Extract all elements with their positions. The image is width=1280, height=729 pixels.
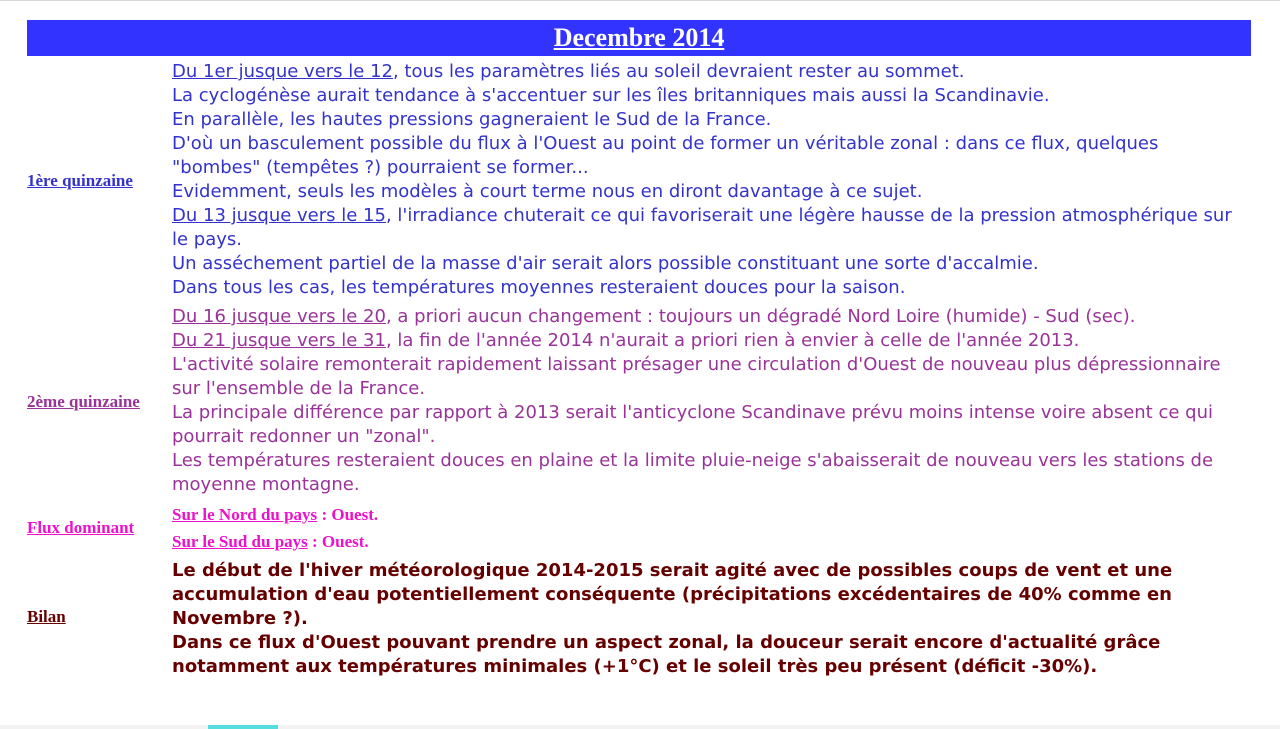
south-link[interactable]: Sur le Sud du pays xyxy=(172,532,308,551)
paragraph: Un asséchement partiel de la masse d'air serait alors possible constituant une sorte d'accalmie. xyxy=(172,253,1039,274)
paragraph: La principale différence par rapport à 2013 serait l'anticyclone Scandinave prévu moins intense voire absent ce qui pourrait redonner un "zonal". xyxy=(172,402,1213,447)
north-link[interactable]: Sur le Nord du pays xyxy=(172,505,318,524)
flux-text xyxy=(172,501,1251,555)
row-flux xyxy=(27,501,1251,555)
paragraph: D'où un basculement possible du flux à l'Ouest au point de former un véritable zonal : dans ce flux, quelques "bombes" (tempêtes ?) pourraient se former... xyxy=(172,133,1159,178)
period-link[interactable]: Du 21 jusque vers le 31 xyxy=(172,330,386,351)
first-half-text xyxy=(172,59,1251,302)
top-rule xyxy=(0,0,1280,1)
first-half-label: 1ère quinzaine xyxy=(27,170,133,190)
paragraph xyxy=(172,60,1251,84)
paragraph-text: , a priori aucun changement : toujours un dégradé Nord Loire (humide) - Sud (sec). xyxy=(385,306,1136,327)
paragraph: L'activité solaire remonterait rapidement laissant présager une circulation d'Ouest de nouveau plus dépressionnaire sur l'ensemble de la France. xyxy=(172,354,1221,399)
bilan-text xyxy=(172,555,1251,679)
cut-off-image xyxy=(208,725,278,729)
bilan-label: Bilan xyxy=(27,607,66,626)
row-first-half xyxy=(27,59,1251,302)
second-half-text xyxy=(172,302,1251,501)
paragraph: Dans tous les cas, les températures moyennes resteraient douces pour la saison. xyxy=(172,277,906,298)
period-link[interactable]: Du 13 jusque vers le 15 xyxy=(172,205,386,226)
forecast-table xyxy=(27,59,1251,679)
paragraph: Les températures resteraient douces en plaine et la limite pluie-neige s'abaisserait de nouveau vers les stations de moyenne montagne. xyxy=(172,450,1214,495)
paragraph: Le début de l'hiver météorologique 2014-2015 serait agité avec de possibles coups de vent et une accumulation d'eau potentiellement conséquente (précipitations excédentaires de 40% comme en Novembre ?). xyxy=(172,560,1173,629)
second-half-label: 2ème quinzaine xyxy=(27,391,140,411)
flux-north xyxy=(172,501,1251,528)
paragraph xyxy=(172,204,1251,252)
paragraph: En parallèle, les hautes pressions gagneraient le Sud de la France. xyxy=(172,109,772,130)
bottom-strip xyxy=(0,725,1280,729)
title-bar xyxy=(27,20,1251,56)
paragraph: La cyclogénèse aurait tendance à s'accentuer sur les îles britanniques mais aussi la Scandinavie. xyxy=(172,85,1050,106)
row-bilan xyxy=(27,555,1251,679)
north-value: : Ouest. xyxy=(317,505,379,524)
row-second-half xyxy=(27,302,1251,501)
paragraph xyxy=(172,329,1251,353)
forecast-page xyxy=(27,20,1251,679)
flux-south xyxy=(172,528,1251,555)
paragraph: Dans ce flux d'Ouest pouvant prendre un aspect zonal, la douceur serait encore d'actualité grâce notamment aux températures minimales (+1°C) et le soleil très peu présent (déficit -30%). xyxy=(172,632,1161,677)
paragraph-text: , l'irradiance chuterait ce qui favoriserait une légère hausse de la pression atmosphérique sur le pays. xyxy=(172,205,1232,250)
paragraph-text: , la fin de l'année 2014 n'aurait a priori rien à envier à celle de l'année 2013. xyxy=(385,330,1080,351)
page-title: Decembre 2014 xyxy=(553,23,725,52)
south-value: : Ouest. xyxy=(307,532,369,551)
paragraph xyxy=(172,305,1251,329)
period-link[interactable]: Du 1er jusque vers le 12 xyxy=(172,61,393,82)
paragraph: Evidemment, seuls les modèles à court terme nous en diront davantage à ce sujet. xyxy=(172,181,923,202)
flux-label: Flux dominant xyxy=(27,518,135,537)
period-link[interactable]: Du 16 jusque vers le 20 xyxy=(172,306,386,327)
paragraph-text: , tous les paramètres liés au soleil devraient rester au sommet. xyxy=(392,61,965,82)
